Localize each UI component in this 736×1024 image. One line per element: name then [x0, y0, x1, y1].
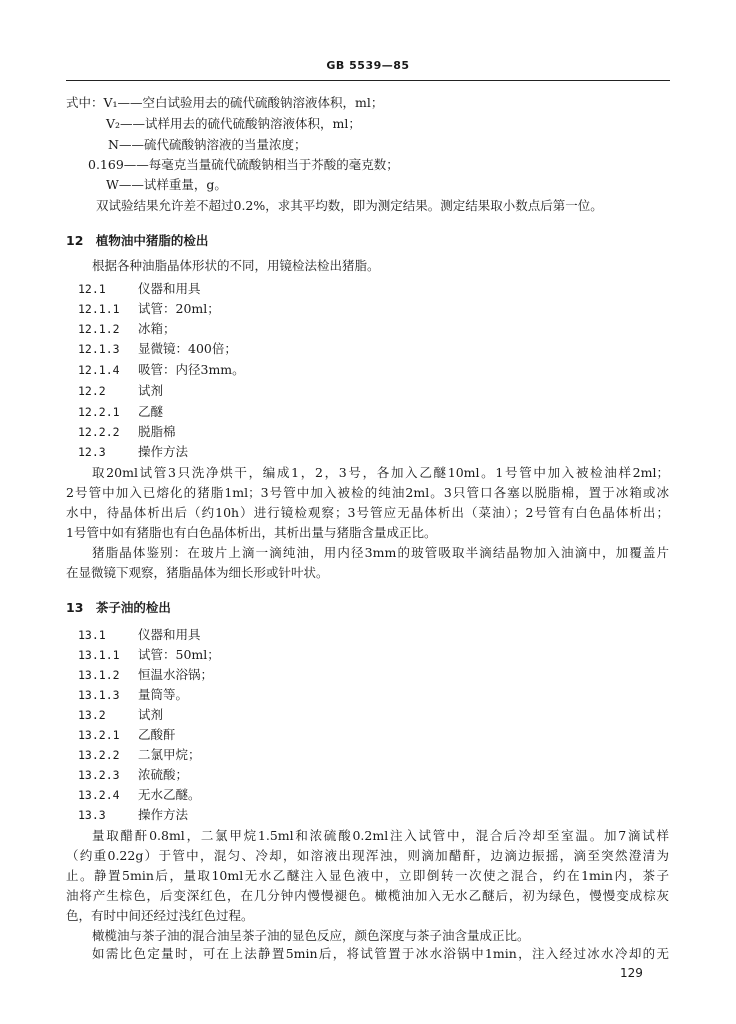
section-12-item	[78, 424, 176, 440]
section-12-method-line: 取20ml试管3只洗净烘干，编成1，2，3号，各加入乙醚10ml。1号管中加入被检油样2ml；	[92, 465, 669, 480]
section-12-method-line: 2号管中加入已熔化的猪脂1ml；3号管中加入被检的纯油2ml。3只管口各塞以脱脂棉，置于冰箱或冰	[66, 485, 669, 500]
section-13-method-line: （约重0.22g）于管中，混匀、冷却，如溶液出现浑浊，则滴加醋酐，边滴边振摇，滴至突然澄清为	[66, 848, 669, 863]
section-13-item	[78, 727, 176, 743]
section-12-intro: 根据各种油脂晶体形状的不同，用镜检法检出猪脂。	[92, 258, 380, 273]
section-13-item	[78, 647, 220, 663]
section-12-identify-line: 猪脂晶体鉴别：在玻片上滴一滴纯油，用内径3mm的玻管吸取半滴结晶物加入油滴中，加覆盖片	[92, 545, 669, 560]
item-number: 12.2	[78, 384, 106, 398]
item-number: 12.1.2	[78, 322, 120, 336]
item-number: 13.2.4	[78, 788, 120, 802]
header-rule	[66, 80, 670, 81]
item-text: 冰箱；	[138, 321, 176, 336]
formula-var-v2: V₂——试样用去的硫代硫酸钠溶液体积，ml；	[106, 116, 361, 131]
section-12-item	[78, 341, 237, 357]
section-12-item	[78, 404, 163, 420]
section-13-item	[78, 747, 201, 763]
item-text: 试剂	[138, 707, 164, 722]
item-text: 吸管：内径3mm。	[138, 362, 245, 377]
item-number: 13.1.3	[78, 688, 120, 702]
section-13-item	[78, 707, 163, 723]
item-number: 13.1.1	[78, 648, 120, 662]
section-13-note-line: 橄榄油与茶子油的混合油呈茶子油的显色反应，颜色深度与茶子油含量成正比。	[92, 928, 530, 943]
section-13-item	[78, 787, 201, 803]
section-13-item	[78, 667, 213, 683]
formula-var-w: W——试样重量，g。	[106, 177, 227, 192]
item-number: 13.2.3	[78, 768, 120, 782]
section-12-identify-line: 在显微镜下观察，猪脂晶体为细长形或针叶状。	[66, 565, 329, 580]
item-text: 乙酸酐	[138, 727, 176, 742]
item-text: 仪器和用具	[138, 281, 201, 296]
item-text: 操作方法	[138, 444, 189, 459]
item-text: 显微镜：400倍；	[138, 341, 237, 356]
item-number: 12.1.3	[78, 342, 120, 356]
result-note: 双试验结果允许差不超过0.2%，求其平均数，即为测定结果。测定结果取小数点后第一位。	[96, 198, 603, 213]
item-text: 乙醚	[138, 404, 164, 419]
item-text: 试管：50ml；	[138, 647, 220, 662]
item-number: 13.3	[78, 808, 106, 822]
section-13-item	[78, 807, 188, 823]
item-text: 恒温水浴锅；	[138, 667, 214, 682]
page-header-standard: GB 5539—85	[326, 59, 410, 72]
section-12-item	[78, 362, 245, 378]
item-text: 试管：20ml；	[138, 301, 220, 316]
item-number: 13.2.1	[78, 728, 120, 742]
item-number: 12.1	[78, 282, 106, 296]
item-number: 12.2.2	[78, 425, 120, 439]
item-number: 12.2.1	[78, 405, 120, 419]
item-text: 仪器和用具	[138, 627, 201, 642]
item-text: 无水乙醚。	[138, 787, 201, 802]
section-12-method-line: 水中，待晶体析出后（约10h）进行镜检观察；3号管应无晶体析出（菜油）；2号管有白色晶体析出；	[66, 505, 669, 520]
item-text: 二氯甲烷；	[138, 747, 201, 762]
section-12-item	[78, 301, 220, 317]
item-number: 12.1.4	[78, 363, 120, 377]
formula-var-0169: 0.169——每毫克当量硫代硫酸钠相当于芥酸的毫克数；	[88, 157, 399, 172]
item-text: 操作方法	[138, 807, 189, 822]
section-13-last-line: 如需比色定量时，可在上法静置5min后，将试管置于冰水浴锅中1min，注入经过冰水冷却的无	[92, 946, 669, 961]
item-text: 浓硫酸；	[138, 767, 189, 782]
page-number: 129	[620, 966, 643, 980]
item-text: 量筒等。	[138, 687, 189, 702]
section-13-method-line: 量取醋酐0.8ml，二氯甲烷1.5ml和浓硫酸0.2ml注入试管中，混合后冷却至室温。加7滴试样	[92, 828, 669, 843]
item-number: 12.1.1	[78, 302, 120, 316]
section-12-item	[78, 321, 176, 337]
item-number: 13.1	[78, 628, 106, 642]
section-12-heading: 12 植物油中猪脂的检出	[66, 233, 209, 248]
item-text: 试剂	[138, 383, 164, 398]
section-12-item	[78, 444, 188, 460]
item-number: 13.1.2	[78, 668, 120, 682]
formula-var-v1: 式中：V₁——空白试验用去的硫代硫酸钠溶液体积，ml；	[66, 95, 384, 110]
section-13-method-line: 止。静置5min后，量取10ml无水乙醚注入显色液中，立即倒转一次使之混合，约在1min内，茶子	[66, 868, 669, 883]
section-13-heading: 13 茶子油的检出	[66, 600, 171, 615]
section-12-item	[78, 383, 163, 399]
item-number: 12.3	[78, 445, 106, 459]
section-13-item	[78, 687, 188, 703]
section-13-method-line: 色，有时中间还经过浅红色过程。	[66, 908, 254, 923]
item-number: 13.2.2	[78, 748, 120, 762]
item-text: 脱脂棉	[138, 424, 176, 439]
section-12-method-line: 1号管中如有猪脂也有白色晶体析出，其析出量与猪脂含量成正比。	[66, 525, 437, 540]
item-number: 13.2	[78, 708, 106, 722]
section-13-item	[78, 627, 201, 643]
section-13-method-line: 油将产生棕色，后变深红色，在几分钟内慢慢褪色。橄榄油加入无水乙醚后，初为绿色，慢慢变成棕灰	[66, 888, 669, 903]
formula-var-n: N——硫代硫酸钠溶液的当量浓度；	[108, 137, 307, 152]
section-13-item	[78, 767, 188, 783]
section-12-item	[78, 281, 201, 297]
